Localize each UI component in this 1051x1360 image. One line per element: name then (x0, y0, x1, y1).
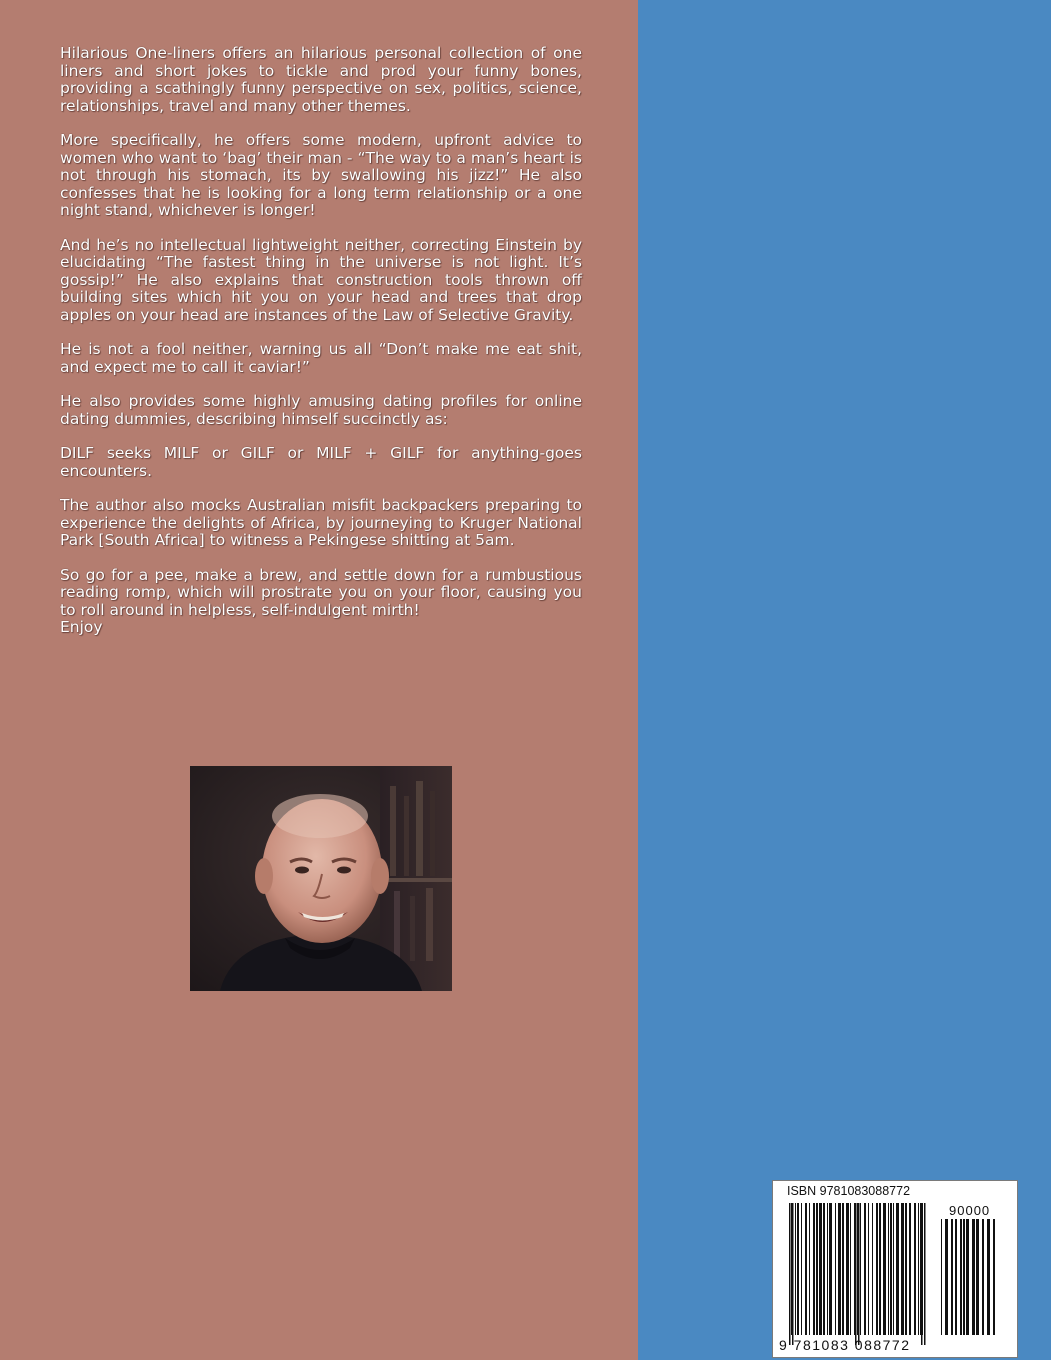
barcode-bars (773, 1181, 1017, 1357)
barcode-bar (801, 1203, 802, 1335)
barcode-bar (816, 1203, 818, 1335)
barcode-bar (982, 1219, 984, 1335)
barcode-bar (860, 1203, 861, 1335)
author-portrait-image (190, 766, 452, 991)
barcode-guard-bar (858, 1203, 860, 1345)
barcode-bar (876, 1203, 878, 1335)
barcode-bar (918, 1203, 919, 1335)
isbn-barcode (772, 1180, 1018, 1358)
barcode-bar (805, 1203, 807, 1335)
barcode-bar (883, 1203, 886, 1335)
right-panel (638, 0, 1051, 1360)
barcode-guard-bar (924, 1203, 926, 1345)
barcode-bar (896, 1203, 899, 1335)
barcode-bar (809, 1203, 810, 1335)
barcode-bar (890, 1203, 892, 1335)
barcode-bar (951, 1219, 953, 1335)
barcode-bar (955, 1219, 957, 1335)
barcode-bar (966, 1219, 969, 1335)
barcode-bar (945, 1219, 948, 1335)
barcode-bar (797, 1203, 799, 1335)
blurb-paragraph-3: And he’s no intellectual lightweight neither, correcting Einstein by elucidating “The fastest thing in the universe is not light. It’s gossip!” He also explains that construction tools thrown off building sites which hit you on your head and trees that drop apples on your head are instances of the Law of Selective Gravity. (60, 235, 582, 324)
barcode-bar (835, 1203, 836, 1335)
blurb-paragraph-1: Hilarious One-liners offers an hilarious personal collection of one liners and short jokes to tickle and prod your funny bones, providing a scathingly funny perspective on sex, politics, science, relationships, travel and many other themes. (60, 44, 582, 115)
isbn-digits: 9 781083 088772 (779, 1337, 911, 1353)
barcode-bar (872, 1203, 873, 1335)
barcode-bar (976, 1219, 979, 1335)
barcode-bar (850, 1203, 851, 1335)
blurb-paragraph-6: DILF seeks MILF or GILF or MILF + GILF for anything-goes encounters. (60, 444, 582, 480)
back-cover-blurb (60, 45, 582, 654)
price-addon-code: 90000 (949, 1203, 991, 1218)
barcode-bar (905, 1203, 907, 1335)
barcode-bar (888, 1203, 889, 1335)
barcode-bar (838, 1203, 841, 1335)
barcode-bar (987, 1219, 990, 1335)
barcode-bar (909, 1203, 911, 1335)
barcode-bar (879, 1203, 881, 1335)
barcode-bar (829, 1203, 832, 1335)
barcode-guard-bar (792, 1203, 794, 1345)
isbn-label: ISBN 9781083088772 (787, 1184, 911, 1198)
barcode-bar (963, 1219, 965, 1335)
barcode-bar (864, 1203, 866, 1335)
barcode-bar (819, 1203, 822, 1335)
barcode-bar (914, 1203, 916, 1335)
blurb-paragraph-5: He also provides some highly amusing dating profiles for online dating dummies, describing himself succinctly as: (60, 392, 582, 428)
barcode-bar (993, 1219, 995, 1335)
blurb-paragraph-7: The author also mocks Australian misfit backpackers preparing to experience the delights of Africa, by journeying to Kruger National Park [South Africa] to witness a Pekingese shitting at 5am. (60, 496, 582, 549)
barcode-bar (842, 1203, 844, 1335)
barcode-bar (972, 1219, 975, 1335)
barcode-bar (795, 1203, 796, 1335)
barcode-guard-bar (921, 1203, 923, 1345)
barcode-guard-bar (855, 1203, 857, 1345)
barcode-bar (893, 1203, 894, 1335)
blurb-paragraph-8: So go for a pee, make a brew, and settle down for a rumbustious reading romp, which will prostrate you on your floor, causing you to roll around in helpless, self-indulgent mirth! Enjoy (60, 565, 582, 636)
barcode-bar (960, 1219, 962, 1335)
author-photo (190, 766, 452, 991)
barcode-bar (901, 1203, 904, 1335)
barcode-bar (813, 1203, 815, 1335)
barcode-bar (823, 1203, 825, 1335)
barcode-guard-bar (789, 1203, 791, 1345)
barcode-bar (941, 1219, 942, 1335)
barcode-bar (868, 1203, 869, 1335)
barcode-bar (827, 1203, 828, 1335)
blurb-paragraph-4: He is not a fool neither, warning us all “Don’t make me eat shit, and expect me to call it caviar!” (60, 340, 582, 376)
barcode-bar (846, 1203, 849, 1335)
blurb-paragraph-2: More specifically, he offers some modern, upfront advice to women who want to ‘bag’ their man - “The way to a man’s heart is not through his stomach, its by swallowing his jizz!” He also confesses that he is looking for a long term relationship or a one night stand, whichever is longer! (60, 131, 582, 219)
